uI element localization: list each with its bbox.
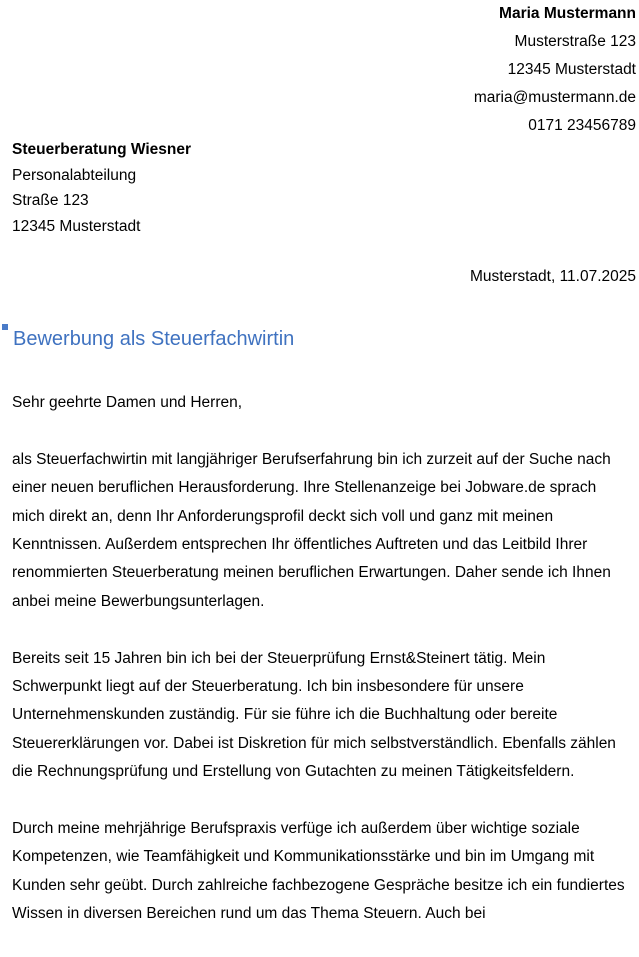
body-paragraph-3: Durch meine mehrjährige Berufspraxis verfüge ich außerdem über wichtige soziale Kompetenzen, wie Teamfähigkeit und Kommunikationsstärke und bin im Umgang mit Kunden sehr geübt. Durch zahlreiche fachbezogene Gespräche besitze ich ein fundiertes Wissen in diversen Bereichen rund um das Thema Steuern. Auch bei — [12, 820, 625, 923]
sender-address-block — [474, 0, 636, 140]
recipient-city: 12345 Musterstadt — [12, 217, 141, 235]
recipient-street: Straße 123 — [12, 192, 89, 209]
subject-marker — [2, 324, 8, 330]
sender-city: 12345 Musterstadt — [507, 61, 636, 78]
recipient-department: Personalabteilung — [12, 166, 137, 184]
recipient-address-block — [12, 137, 191, 239]
recipient-company: Steuerberatung Wiesner — [12, 141, 192, 158]
subject-heading: Bewerbung als Steuerfachwirtin — [13, 328, 295, 350]
salutation: Sehr geehrte Damen und Herren, — [12, 394, 243, 411]
sender-name: Maria Mustermann — [499, 5, 636, 22]
body-paragraph-2: Bereits seit 15 Jahren bin ich bei der Steuerprüfung Ernst&Steinert tätig. Mein Schwerpunkt liegt auf der Steuerberatung. Ich bin insbesondere für unsere Unternehmenskunden zuständig. Für sie führe ich die Buchhaltung oder bereite Steuererklärungen vor. Dabei ist Diskretion für mich selbstverständlich. Ebenfalls zählen die Rechnungsprüfung und Erstellung von Gutachten zu meinen Tätigkeitsfeldern. — [12, 649, 616, 781]
sender-street: Musterstraße 123 — [514, 33, 636, 50]
date-line: Musterstadt, 11.07.2025 — [469, 268, 636, 285]
letter-body — [12, 389, 632, 957]
body-paragraph-1: als Steuerfachwirtin mit langjähriger Berufserfahrung bin ich zurzeit auf der Suche nach einer neuen beruflichen Herausforderung. Ihre Stellenanzeige bei Jobware.de sprach mich direkt an, denn Ihr Anforderungsprofil deckt sich voll und ganz mit meinen Kenntnissen. Außerdem entsprechen Ihr öffentliches Auftreten und das Leitbild Ihrer renommierten Steuerberatung meinen beruflichen Erwartungen. Daher sende ich Ihnen anbei meine Bewerbungsunterlagen. — [12, 450, 611, 610]
sender-email: maria@mustermann.de — [473, 89, 636, 106]
sender-phone: 0171 23456789 — [528, 117, 636, 134]
